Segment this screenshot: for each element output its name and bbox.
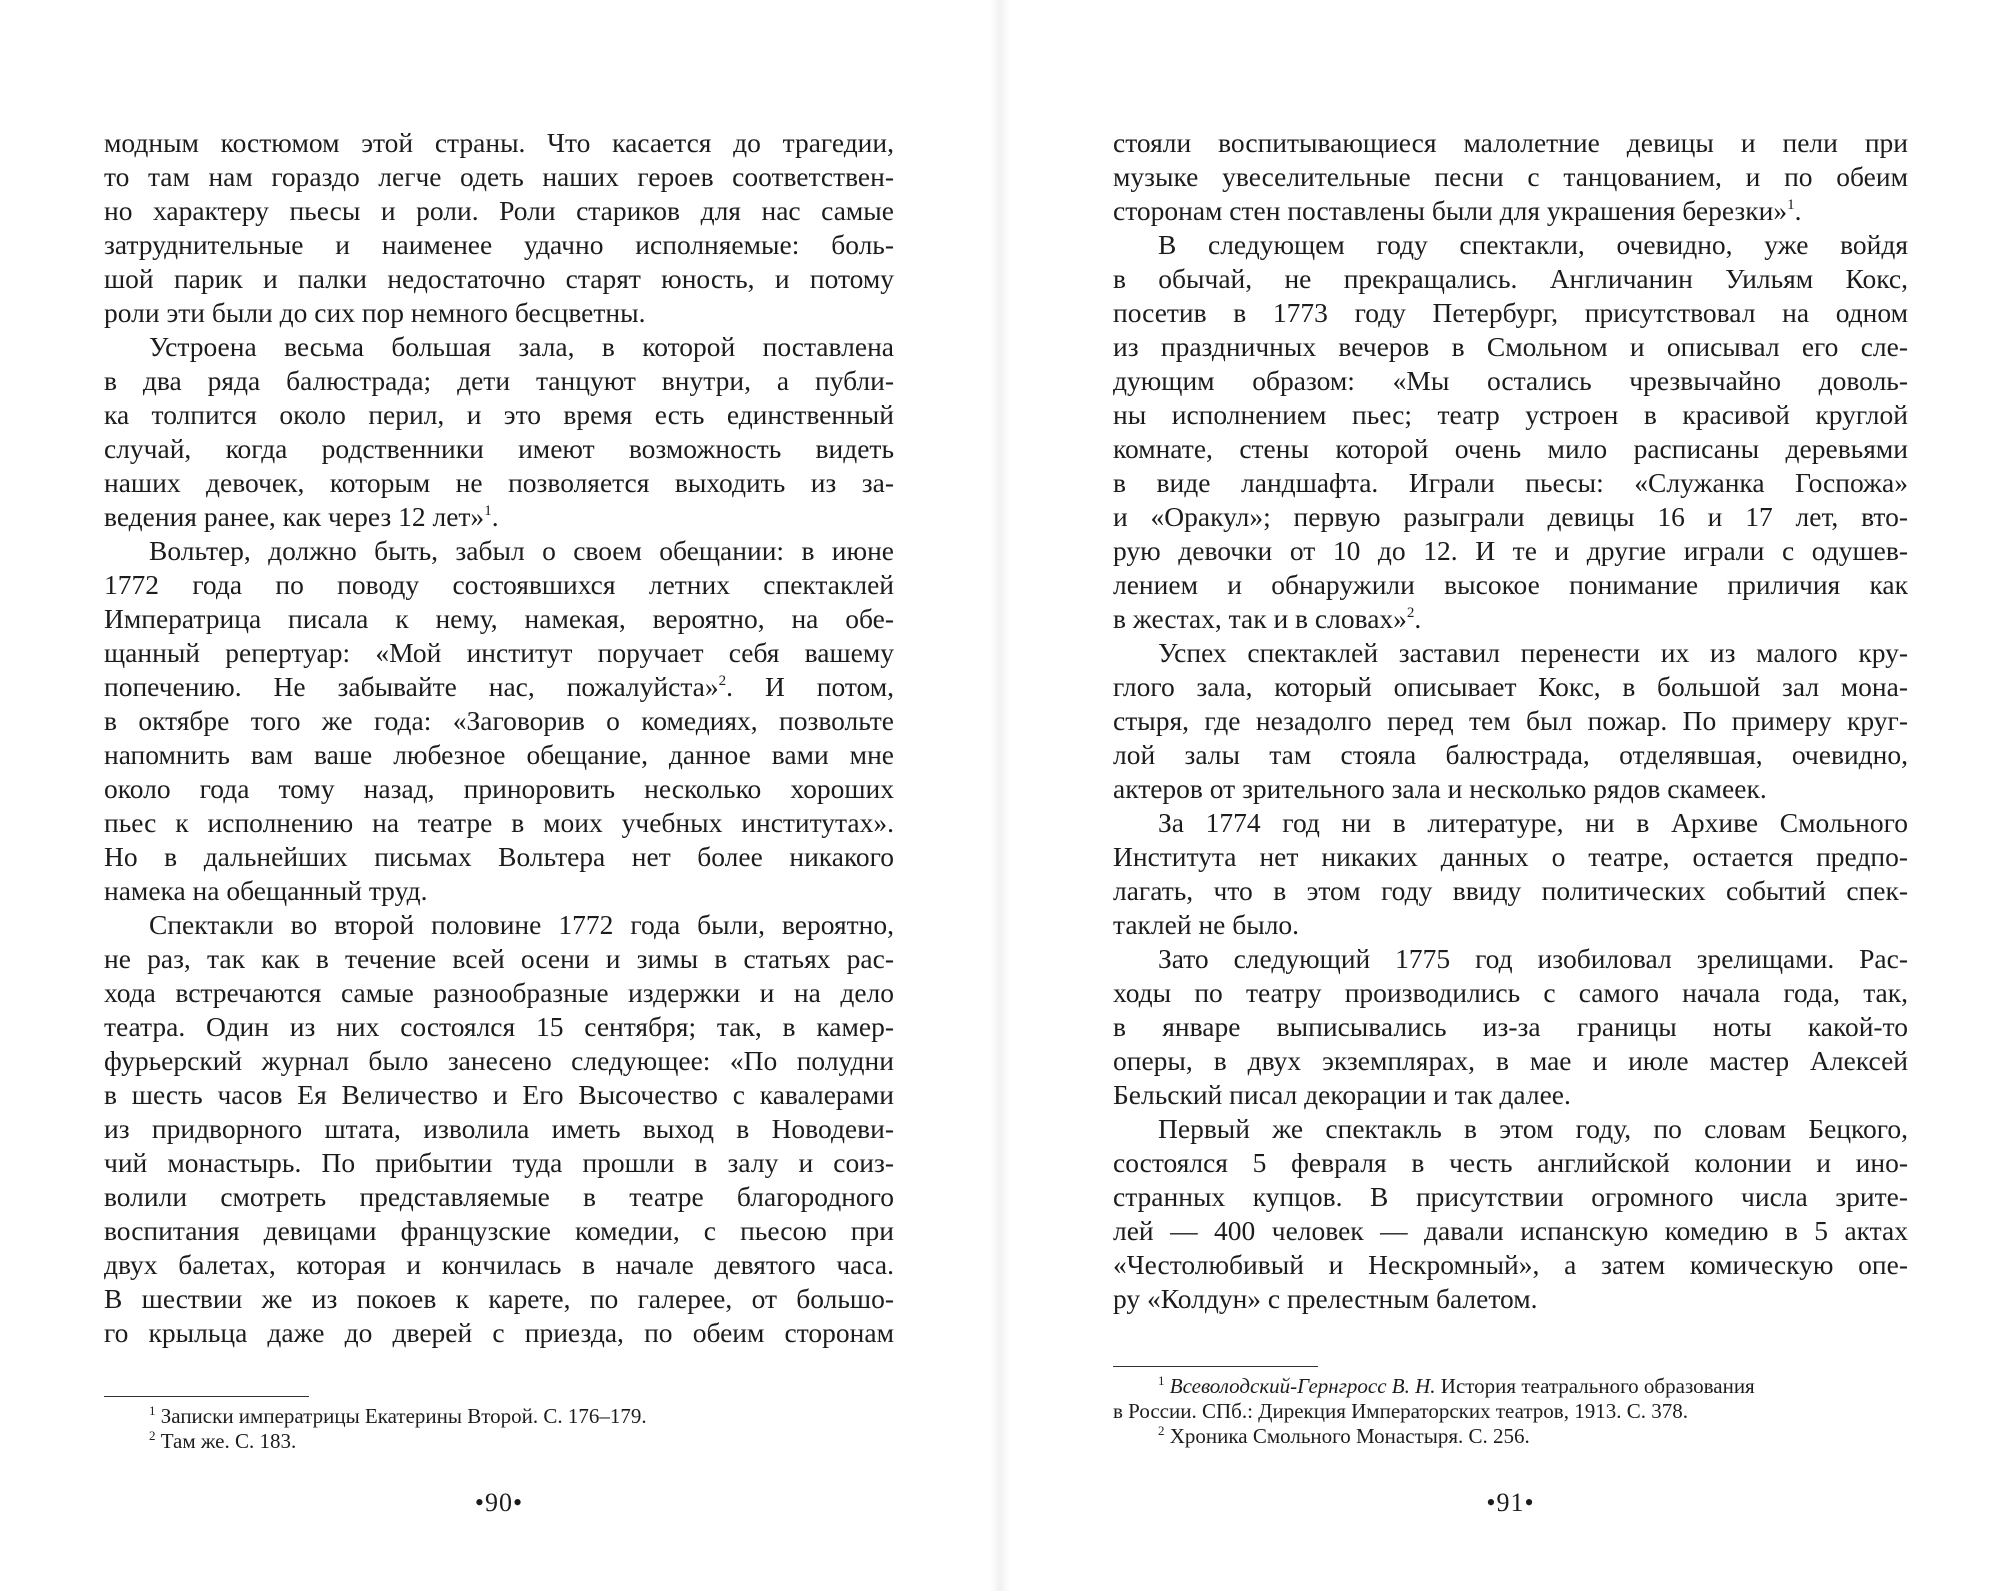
text-line xyxy=(104,874,894,908)
line-text: наших девочек, которым не позволяется выходить из за- xyxy=(104,467,894,498)
line-text: Зато следующий 1775 год изобиловал зрелищами. Рас- xyxy=(1158,943,1908,974)
right-page-number: •91• xyxy=(1486,1488,1535,1517)
line-text: За 1774 год ни в литературе, ни в Архиве Смольного xyxy=(1158,807,1908,838)
page-right xyxy=(1113,0,1908,1591)
footnote-marker: 2 xyxy=(1406,605,1415,621)
line-text: не раз, так как в течение всей осени и зимы в статьях рас- xyxy=(104,943,894,974)
footnote-text: Записки императрицы Екатерины Второй. С. 176–179. xyxy=(155,1404,647,1428)
line-text: чий монастырь. По прибытии туда прошли в залу и соиз- xyxy=(104,1147,894,1178)
line-text: напомнить вам ваше любезное обещание, данное вами мне xyxy=(104,739,894,770)
line-text: рую девочки от 10 до 12. И те и другие играли с одушев- xyxy=(1113,535,1908,566)
line-text: случай, когда родственники имеют возможность видеть xyxy=(104,433,894,464)
text-line xyxy=(104,704,894,738)
line-text-tail: . И потом, xyxy=(726,671,894,702)
text-line xyxy=(1113,568,1908,602)
line-text: ведения ранее, как через 12 лет» xyxy=(104,501,485,532)
text-line xyxy=(1113,1078,1908,1112)
line-text: В шествии же из покоев к карете, по галерее, от большо- xyxy=(104,1283,894,1314)
footnote-text: Там же. С. 183. xyxy=(155,1429,297,1453)
text-line xyxy=(104,602,894,636)
text-line xyxy=(104,1010,894,1044)
footnote-line xyxy=(1113,1424,1908,1449)
text-line xyxy=(1113,908,1908,942)
text-line xyxy=(104,126,894,160)
text-line xyxy=(1113,398,1908,432)
footnote-text: в России. СПб.: Дирекция Императорских театров, 1913. С. 378. xyxy=(1113,1399,1688,1423)
text-line xyxy=(1113,194,1908,228)
line-text: Императрица писала к нему, намекая, вероятно, на обе- xyxy=(104,603,894,634)
line-text: Спектакли во второй половине 1772 года были, вероятно, xyxy=(149,909,894,940)
line-text: из придворного штата, изволила иметь выход в Новодеви- xyxy=(104,1113,894,1144)
line-text: Института нет никаких данных о театре, остается предпо- xyxy=(1113,841,1908,872)
line-text: Но в дальнейших письмах Вольтера нет более никакого xyxy=(104,841,894,872)
line-text: в октябре того же года: «Заговорив о комедиях, позвольте xyxy=(104,705,894,736)
line-text: лагать, что в этом году ввиду политических событий спек- xyxy=(1113,875,1908,906)
right-footnote-rule xyxy=(1113,1366,1318,1367)
line-text: странных купцов. В присутствии огромного числа зрите- xyxy=(1113,1181,1908,1212)
line-text: то там нам гораздо легче одеть наших героев соответствен- xyxy=(104,161,894,192)
right-footnotes xyxy=(1113,1374,1908,1449)
line-text: Бельский писал декорации и так далее. xyxy=(1113,1079,1571,1110)
line-text: глого зала, который описывает Кокс, в большой зал мона- xyxy=(1113,671,1908,702)
footnote-line xyxy=(104,1429,894,1454)
line-text: 1772 года по поводу состоявшихся летних спектаклей xyxy=(104,569,894,600)
line-text-tail: . xyxy=(1414,603,1422,634)
line-text: но характеру пьесы и роли. Роли стариков для нас самые xyxy=(104,195,894,226)
text-line xyxy=(1113,296,1908,330)
line-text: стояли воспитывающиеся малолетние девицы и пели при xyxy=(1113,127,1908,158)
line-text: театра. Один из них состоялся 15 сентября; так, в камер- xyxy=(104,1011,894,1042)
text-line xyxy=(104,568,894,602)
line-text: Вольтер, должно быть, забыл о своем обещании: в июне xyxy=(149,535,894,566)
footnote-number: 2 xyxy=(1158,1424,1165,1438)
line-text-tail: . xyxy=(1794,195,1802,226)
footnote-number: 1 xyxy=(149,1404,156,1418)
line-text: около года тому назад, принoровить несколько хороших xyxy=(104,773,894,804)
text-line xyxy=(1113,670,1908,704)
text-line xyxy=(104,636,894,670)
footnote-line xyxy=(104,1404,894,1429)
text-line xyxy=(1113,840,1908,874)
text-line xyxy=(104,398,894,432)
footnote-line xyxy=(1113,1374,1908,1399)
right-body-text xyxy=(1113,126,1908,1316)
text-line xyxy=(104,1078,894,1112)
text-line xyxy=(104,1112,894,1146)
line-text: Первый же спектакль в этом году, по словам Бецкого, xyxy=(1158,1113,1908,1144)
footnote-marker: 1 xyxy=(1787,197,1795,213)
line-text: затруднительные и наименее удачно исполняемые: боль- xyxy=(104,229,894,260)
left-page-number: •90• xyxy=(474,1488,524,1517)
text-line xyxy=(104,160,894,194)
line-text: попечению. Не забывайте нас, пожалуйста» xyxy=(104,671,719,702)
line-text: намека на обещанный труд. xyxy=(104,875,428,906)
footnote-text: Хроника Смольного Монастыря. С. 256. xyxy=(1164,1424,1530,1448)
line-text: в январе выписывались из-за границы ноты какой-то xyxy=(1113,1011,1908,1042)
text-line xyxy=(1113,466,1908,500)
text-line xyxy=(104,228,894,262)
text-line xyxy=(104,1180,894,1214)
line-text: посетив в 1773 году Петербург, присутствовал на одном xyxy=(1113,297,1908,328)
text-line xyxy=(104,330,894,364)
line-text: Устроена весьма большая зала, в которой поставлена xyxy=(149,331,894,362)
line-text: ходы по театру производились с самого начала года, так, xyxy=(1113,977,1908,1008)
line-text: фурьерский журнал было занесено следующее: «По полудни xyxy=(104,1045,894,1076)
line-text: оперы, в двух экземплярах, в мае и июле мастер Алексей xyxy=(1113,1045,1908,1076)
text-line xyxy=(1113,262,1908,296)
text-line xyxy=(1113,602,1908,636)
line-text: хода встречаются самые разнообразные издержки и на дело xyxy=(104,977,894,1008)
line-text: лением и обнаружили высокое понимание приличия как xyxy=(1113,569,1908,600)
footnote-number: 1 xyxy=(1158,1374,1165,1388)
text-line xyxy=(1113,942,1908,976)
line-text: в два ряда балюстрада; дети танцуют внутри, а публи- xyxy=(104,365,894,396)
line-text: в обычай, не прекращались. Англичанин Уильям Кокс, xyxy=(1113,263,1908,294)
text-line xyxy=(104,1044,894,1078)
text-line xyxy=(1113,1214,1908,1248)
text-line xyxy=(104,466,894,500)
text-line xyxy=(1113,364,1908,398)
text-line xyxy=(104,806,894,840)
text-line xyxy=(1113,432,1908,466)
footnote-text: История театрального образования xyxy=(1435,1374,1755,1398)
line-text-tail: . xyxy=(491,501,499,532)
text-line xyxy=(1113,1044,1908,1078)
line-text: дующим образом: «Мы остались чрезвычайно доволь- xyxy=(1113,365,1908,396)
text-line xyxy=(104,772,894,806)
text-line xyxy=(104,840,894,874)
line-text: Успех спектаклей заставил перенести их из малого кру- xyxy=(1158,637,1908,668)
line-text: воспитания девицами французские комедии, с пьесою при xyxy=(104,1215,894,1246)
text-line xyxy=(1113,636,1908,670)
text-line xyxy=(104,738,894,772)
line-text: волили смотреть представляемые в театре благородного xyxy=(104,1181,894,1212)
line-text: В следующем году спектакли, очевидно, уже войдя xyxy=(1158,229,1908,260)
text-line xyxy=(1113,126,1908,160)
footnote-number: 2 xyxy=(149,1429,156,1443)
line-text: в виде ландшафта. Играли пьесы: «Служанка Госпожа» xyxy=(1113,467,1908,498)
text-line xyxy=(104,1248,894,1282)
text-line xyxy=(104,194,894,228)
line-text: и «Оракул»; первую разыграли девицы 16 и 17 лет, вто- xyxy=(1113,501,1908,532)
line-text: го крыльца даже до дверей с приезда, по обеим сторонам xyxy=(104,1317,894,1348)
line-text: ка толпится около перил, и это время есть единственный xyxy=(104,399,894,430)
line-text: роли эти были до сих пор немного бесцветны. xyxy=(104,297,646,328)
text-line xyxy=(1113,704,1908,738)
book-gutter xyxy=(990,0,1010,1591)
text-line xyxy=(104,432,894,466)
text-line xyxy=(1113,1112,1908,1146)
footnote-marker: 1 xyxy=(484,503,492,519)
line-text: щанный репертуар: «Мой институт поручает себя вашему xyxy=(104,637,894,668)
line-text: модным костюмом этой страны. Что касается до трагедии, xyxy=(104,127,894,158)
line-text: в шесть часов Ея Величество и Его Высочество с кавалерами xyxy=(104,1079,894,1110)
text-line xyxy=(1113,1146,1908,1180)
text-line xyxy=(104,500,894,534)
text-line xyxy=(1113,500,1908,534)
line-text: «Честолюбивый и Нескромный», а затем комическую опе- xyxy=(1113,1249,1908,1280)
text-line xyxy=(104,1146,894,1180)
text-line xyxy=(104,1214,894,1248)
line-text: ру «Колдун» с прелестным балетом. xyxy=(1113,1283,1538,1314)
text-line xyxy=(1113,228,1908,262)
text-line xyxy=(104,364,894,398)
text-line xyxy=(104,262,894,296)
text-line xyxy=(1113,976,1908,1010)
text-line xyxy=(1113,1010,1908,1044)
text-line xyxy=(104,1282,894,1316)
footnote-line xyxy=(1113,1399,1908,1424)
line-text: ны исполнением пьес; театр устроен в красивой круглой xyxy=(1113,399,1908,430)
line-text: комнате, стены которой очень мило расписаны деревьями xyxy=(1113,433,1908,464)
footnote-author: Всеволодский-Гернгросс В. Н. xyxy=(1169,1374,1436,1398)
footnote-marker: 2 xyxy=(718,673,727,689)
line-text: шой парик и палки недостаточно старят юность, и потому xyxy=(104,263,894,294)
line-text: пьес к исполнению на театре в моих учебных институтах». xyxy=(104,807,894,838)
text-line xyxy=(104,976,894,1010)
line-text: состоялся 5 февраля в честь английской колонии и ино- xyxy=(1113,1147,1908,1178)
left-footnote-rule xyxy=(104,1396,309,1397)
text-line xyxy=(1113,1180,1908,1214)
text-line xyxy=(104,942,894,976)
text-line xyxy=(1113,160,1908,194)
text-line xyxy=(1113,1282,1908,1316)
text-line xyxy=(104,296,894,330)
text-line xyxy=(1113,806,1908,840)
left-body-text xyxy=(104,126,894,1350)
text-line xyxy=(104,1316,894,1350)
line-text: из праздничных вечеров в Смольном и описывал его сле- xyxy=(1113,331,1908,362)
text-line xyxy=(104,908,894,942)
line-text: в жестах, так и в словах» xyxy=(1113,603,1407,634)
text-line xyxy=(1113,738,1908,772)
text-line xyxy=(104,670,894,704)
line-text: сторонам стен поставлены были для украшения березки» xyxy=(1113,195,1788,226)
text-line xyxy=(1113,1248,1908,1282)
line-text: таклей не было. xyxy=(1113,909,1300,940)
left-footnotes xyxy=(104,1404,894,1454)
text-line xyxy=(1113,534,1908,568)
line-text: двух балетах, которая и кончилась в начале девятого часа. xyxy=(104,1249,894,1280)
line-text: лой залы там стояла балюстрада, отделявшая, очевидно, xyxy=(1113,739,1908,770)
text-line xyxy=(1113,874,1908,908)
line-text: музыке увеселительные песни с танцованием, и по обеим xyxy=(1113,161,1908,192)
text-line xyxy=(104,534,894,568)
page-left xyxy=(104,0,894,1591)
text-line xyxy=(1113,330,1908,364)
line-text: актеров от зрительного зала и несколько рядов скамеек. xyxy=(1113,773,1767,804)
line-text: лей — 400 человек — давали испанскую комедию в 5 актах xyxy=(1113,1215,1908,1246)
text-line xyxy=(1113,772,1908,806)
line-text: стыря, где незадолго перед тем был пожар. По примеру круг- xyxy=(1113,705,1908,736)
